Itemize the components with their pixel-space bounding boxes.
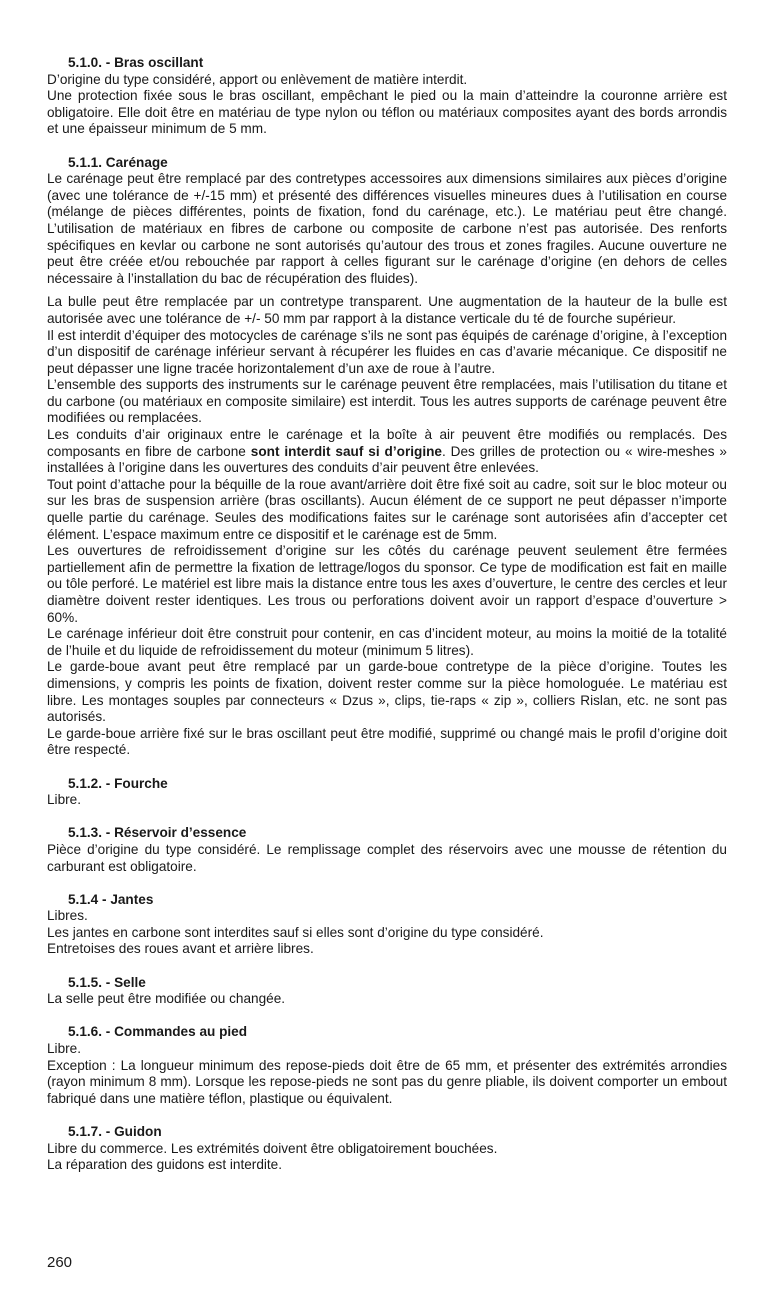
text-run: Les ouvertures de refroidissement d’origine sur les côtés du carénage peuvent seulement être fermées partiellement afin de permettre la fixation de lettrage/logos du sponsor. Ce type de modification est fait en maille ou tôle perforé. Le matériel est libre mais la distance entre tous les axes d’ouverture, le centre des cercles et leur diamètre doivent rester identiques. Les trous ou perforations doivent avoir un rapport d’espace d’ouverture > 60%. bbox=[47, 543, 727, 625]
paragraph bbox=[47, 1141, 727, 1158]
section-heading: 5.1.0. - Bras oscillant bbox=[68, 55, 204, 70]
section-heading: 5.1.6. - Commandes au pied bbox=[68, 1024, 248, 1040]
paragraph bbox=[47, 626, 727, 659]
section-heading: 5.1.1. Carénage bbox=[68, 154, 168, 170]
text-run: Les jantes en carbone sont interdites sauf si elles sont d’origine du type considéré. bbox=[47, 924, 544, 940]
document-content bbox=[47, 55, 727, 1174]
text-run: Libre du commerce. Les extrémités doivent être obligatoirement bouchées. bbox=[47, 1140, 498, 1156]
text-run: Le garde-boue arrière fixé sur le bras oscillant peut être modifié, supprimé ou changé mais le profil d’origine doit être respecté. bbox=[47, 725, 727, 758]
text-run: Le carénage peut être remplacé par des contretypes accessoires aux dimensions similaires aux pièces d’origine (avec une tolérance de +/-15 mm) et présenté des différences visuelles mineures dues à l’utilisation en course (mélange de pièces différentes, points de fixation, fond du carénage, etc.). Le matériau peut être changé. L’utilisation de matériaux en fibres de carbone ou composite de carbone n’est pas autorisée. Des renforts spécifiques en kevlar ou carbone ne sont autorisés qu’autour des trous et zones fragiles. Aucune ouverture ne peut être créée et/ou rebouchée par rapport à celles figurant sur le carénage d’origine (en dehors de celles nécessaire à l’installation du bac de récupération des fluides). bbox=[47, 171, 727, 286]
paragraph bbox=[47, 925, 727, 942]
text-run: Pièce d’origine du type considéré. Le remplissage complet des réservoirs avec une mousse de rétention du carburant est obligatoire. bbox=[47, 841, 727, 874]
text-run: D’origine du type considéré, apport ou enlèvement de matière interdit. bbox=[47, 71, 468, 87]
paragraph bbox=[47, 1041, 727, 1058]
page-number: 260 bbox=[47, 1254, 73, 1271]
paragraph bbox=[47, 72, 727, 89]
section-heading: 5.1.2. - Fourche bbox=[68, 775, 168, 791]
section-heading: 5.1.7. - Guidon bbox=[68, 1124, 162, 1139]
text-run: Les conduits d’air originaux entre le carénage et la boîte à air peuvent être modifiés ou remplacés. Des composants en fibre de carbone bbox=[47, 427, 727, 459]
text-run: La bulle peut être remplacée par un contretype transparent. Une augmentation de la hauteur de la bulle est autorisée avec une tolérance de +/- 50 mm par rapport à la distance verticale du té de fourche supérieur. bbox=[47, 294, 727, 326]
text-run: Libre. bbox=[47, 1041, 82, 1057]
text-run: . Des grilles de protection ou « wire-meshes » installées à l’origine dans les ouvertures des conduits d’air peuvent être enlevées. bbox=[47, 443, 727, 476]
text-run: Libres. bbox=[47, 908, 88, 924]
paragraph bbox=[47, 941, 727, 958]
section-heading: 5.1.5. - Selle bbox=[68, 974, 146, 990]
paragraph bbox=[47, 477, 727, 543]
paragraph bbox=[47, 1157, 727, 1174]
paragraph bbox=[47, 88, 727, 138]
paragraph bbox=[47, 427, 727, 477]
text-run: L’ensemble des supports des instruments sur le carénage peuvent être remplacées, mais l’utilisation du titane et du carbone (ou matériaux en composite similaire) est interdit. Tous les autres supports de carénage peuvent être modifiées ou remplacées. bbox=[47, 377, 727, 426]
text-run: La réparation des guidons est interdite. bbox=[47, 1157, 283, 1173]
paragraph bbox=[47, 171, 727, 287]
paragraph bbox=[47, 1058, 727, 1108]
paragraph bbox=[47, 659, 727, 725]
paragraph bbox=[47, 543, 727, 626]
paragraph bbox=[47, 377, 727, 427]
text-run: Libre. bbox=[47, 792, 82, 808]
text-run: Une protection fixée sous le bras oscillant, empêchant le pied ou la main d’atteindre la couronne arrière est obligatoire. Elle doit être en matériau de type nylon ou téflon ou matériaux composites ayant des bords arrondis et une épaisseur minimum de 5 mm. bbox=[47, 88, 727, 137]
text-run: Tout point d’attache pour la béquille de la roue avant/arrière doit être fixé soit au cadre, soit sur le bloc moteur ou sur les bras de suspension arrière (bras oscillants). Aucun élément de ce support ne peut dépasser n’importe quelle partie du carénage. Seules des modifications faites sur le carénage sont autorisées afin d’accepter cet élément. L’espace maximum entre ce dispositif et le carénage est de 5mm. bbox=[47, 476, 727, 542]
text-run: Entretoises des roues avant et arrière libres. bbox=[47, 941, 314, 957]
text-run: Exception : La longueur minimum des repose-pieds doit être de 65 mm, et présenter des extrémités arrondies (rayon minimum 8 mm). Lorsque les repose-pieds ne sont pas du genre pliable, ils doivent comporter un embout fabriqué dans une matière téflon, plastique ou équivalent. bbox=[47, 1057, 727, 1106]
bold-text-run: sont interdit sauf si d’origine bbox=[250, 443, 442, 459]
paragraph bbox=[47, 726, 727, 759]
paragraph bbox=[47, 908, 727, 925]
paragraph bbox=[47, 294, 727, 327]
paragraph bbox=[47, 792, 727, 809]
paragraph bbox=[47, 328, 727, 378]
paragraph bbox=[47, 991, 727, 1008]
paragraph bbox=[47, 842, 727, 875]
text-run: Le carénage inférieur doit être construit pour contenir, en cas d’incident moteur, au moins la moitié de la totalité de l’huile et du liquide de refroidissement du moteur (minimum 5 litres). bbox=[47, 626, 727, 658]
text-run: La selle peut être modifiée ou changée. bbox=[47, 991, 286, 1007]
text-run: Le garde-boue avant peut être remplacé par un garde-boue contretype de la pièce d’origine. Toutes les dimensions, y compris les points de fixation, doivent rester comme sur la pièce homologuée. Le matériau est libre. Les montages souples par connecteurs « Dzus », clips, tie-raps « zip », colliers Rislan, etc. ne sont pas autorisés. bbox=[47, 659, 727, 725]
text-run: Il est interdit d’équiper des motocycles de carénage s’ils ne sont pas équipés de carénage d’origine, à l’exception d’un dispositif de carénage inférieur servant à récupérer les fluides en cas d’avarie mécanique. Ce dispositif ne peut dépasser une ligne tracée horizontalement d’un axe de roue à l’autre. bbox=[47, 327, 727, 376]
section-heading: 5.1.3. - Réservoir d’essence bbox=[68, 825, 247, 841]
section-heading: 5.1.4 - Jantes bbox=[68, 891, 154, 907]
